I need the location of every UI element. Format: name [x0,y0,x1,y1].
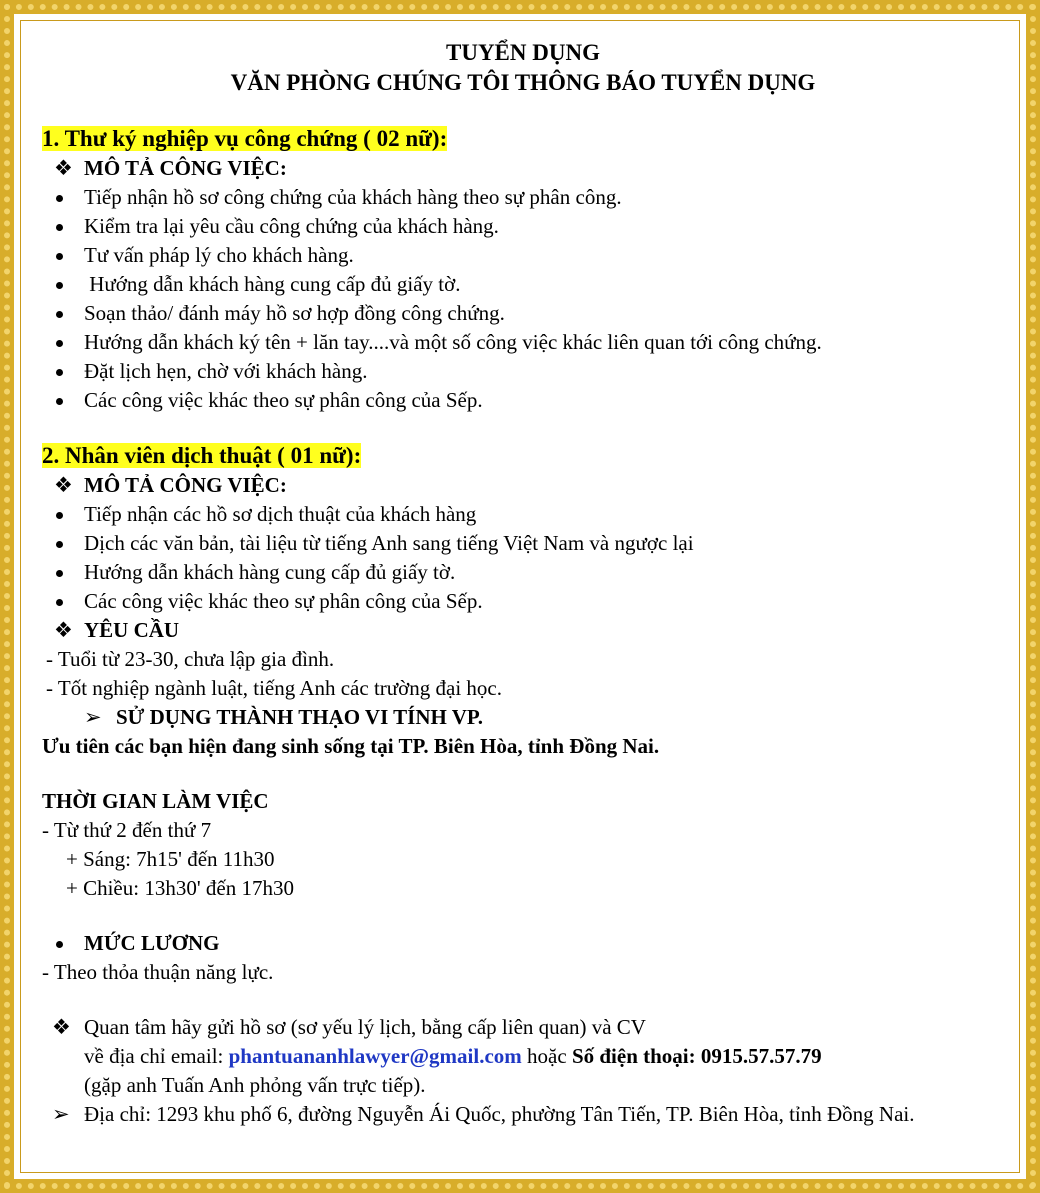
arrow-bullet-icon: ➢ [84,705,102,729]
working-time-label: THỜI GIAN LÀM VIỆC [42,789,269,813]
spacer [42,903,1004,929]
requirements-label [42,616,1004,645]
list-item: Đặt lịch hẹn, chờ với khách hàng. [42,357,1004,386]
list-item: Tư vấn pháp lý cho khách hàng. [42,241,1004,270]
list-item: Hướng dẫn khách ký tên + lăn tay....và một số công việc khác liên quan tới công chứng. [42,328,1004,357]
working-hours-afternoon: + Chiều: 13h30' đến 17h30 [66,876,294,900]
spacer [42,761,1004,787]
email-prefix: về địa chỉ email: [84,1044,229,1068]
title-line-2: VĂN PHÒNG CHÚNG TÔI THÔNG BÁO TUYỂN DỤNG [230,70,816,95]
position-1-task-list [42,183,1004,415]
list-item: Hướng dẫn khách hàng cung cấp đủ giấy tờ. [42,558,1004,587]
requirement-age: - Tuổi từ 23-30, chưa lập gia đình. [46,647,335,671]
contact-info [42,1013,1004,1100]
address-text: Địa chỉ: 1293 khu phố 6, đường Nguyễn Ái Quốc, phường Tân Tiến, TP. Biên Hòa, tỉnh Đồng Nai. [84,1102,915,1126]
desc-label-text: MÔ TẢ CÔNG VIỆC: [84,156,287,180]
list-item: Dịch các văn bản, tài liệu từ tiếng Anh sang tiếng Việt Nam và ngược lại [42,529,1004,558]
or-text: hoặc [521,1044,572,1068]
computer-skill-text: SỬ DỤNG THÀNH THẠO VI TÍNH VP. [116,705,484,729]
salary-detail: - Theo thỏa thuận năng lực. [42,960,274,984]
spacer [42,987,1004,1013]
spacer [42,98,1004,124]
position-2-task-list [42,500,1004,616]
address-info [42,1100,1004,1129]
list-item: Tiếp nhận các hồ sơ dịch thuật của khách hàng [42,500,1004,529]
email-link[interactable]: phantuananhlawyer@gmail.com [228,1044,522,1068]
working-days: - Từ thứ 2 đến thứ 7 [42,818,212,842]
requirement-education: - Tốt nghiệp ngành luật, tiếng Anh các trường đại học. [46,676,502,700]
position-1-desc-label [42,154,1004,183]
diamond-bullet-icon: ❖ [54,473,73,497]
title-line-1: TUYỂN DỤNG [446,40,600,65]
diamond-bullet-icon: ❖ [54,618,73,642]
position-2-heading-text: 2. Nhân viên dịch thuật ( 01 nữ): [42,443,362,468]
phone-number: Số điện thoại: 0915.57.57.79 [571,1044,822,1068]
diamond-bullet-icon: ❖ [54,156,73,180]
contact-line-1: Quan tâm hãy gửi hồ sơ (sơ yếu lý lịch, bằng cấp liên quan) và CV [84,1015,646,1039]
list-item: Kiểm tra lại yêu cầu công chứng của khách hàng. [42,212,1004,241]
priority-note: Ưu tiên các bạn hiện đang sinh sống tại TP. Biên Hòa, tỉnh Đồng Nai. [42,734,660,758]
list-item: Hướng dẫn khách hàng cung cấp đủ giấy tờ. [42,270,1004,299]
contact-line-2 [84,1042,1004,1071]
list-item: Các công việc khác theo sự phân công của Sếp. [42,587,1004,616]
arrow-bullet-icon: ➢ [52,1102,70,1126]
diamond-bullet-icon: ❖ [52,1015,71,1039]
contact-line-3: (gặp anh Tuấn Anh phỏng vấn trực tiếp). [84,1073,426,1097]
list-item: Soạn thảo/ đánh máy hồ sơ hợp đồng công chứng. [42,299,1004,328]
working-hours-morning: + Sáng: 7h15' đến 11h30 [66,847,275,871]
spacer [42,415,1004,441]
list-item: Tiếp nhận hồ sơ công chứng của khách hàng theo sự phân công. [42,183,1004,212]
desc-label-text: MÔ TẢ CÔNG VIỆC: [84,473,287,497]
position-1-heading [42,124,1004,154]
position-1-heading-text: 1. Thư ký nghiệp vụ công chứng ( 02 nữ): [42,126,448,151]
requirements-label-text: YÊU CẦU [84,618,180,642]
salary-label: MỨC LƯƠNG [42,929,1004,958]
position-2-heading [42,441,1004,471]
list-item: Các công việc khác theo sự phân công của Sếp. [42,386,1004,415]
job-posting [42,38,1004,1129]
position-2-desc-label [42,471,1004,500]
requirement-computer-skill [42,703,1004,732]
